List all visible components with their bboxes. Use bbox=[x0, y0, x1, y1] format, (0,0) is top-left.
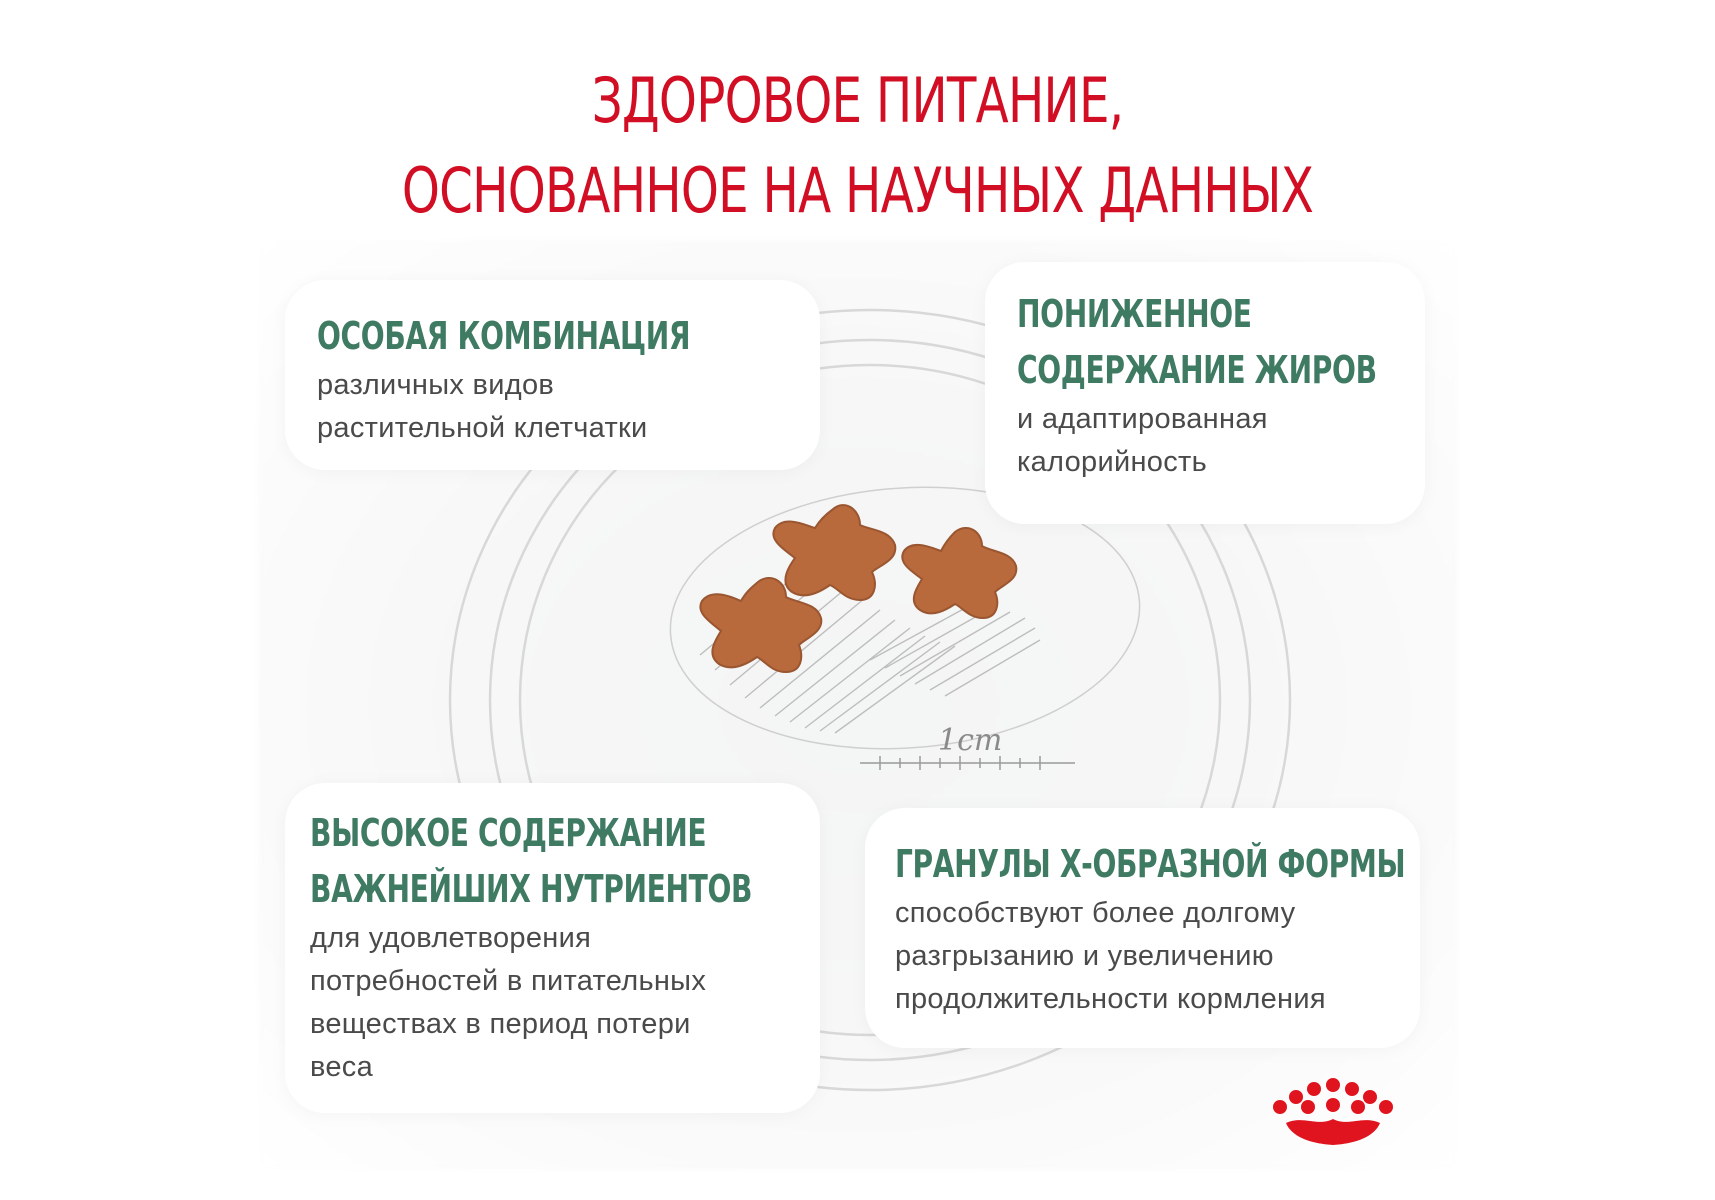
card-text: и адаптированная калорийность bbox=[1017, 403, 1268, 478]
card-title-line2: СОДЕРЖАНИЕ ЖИРОВ bbox=[1017, 348, 1377, 392]
card-title: ОСОБАЯ КОМБИНАЦИЯ bbox=[317, 314, 691, 358]
page-title-line1: ЗДОРОВОЕ ПИТАНИЕ, bbox=[591, 64, 1124, 137]
kibble-2 bbox=[902, 528, 1016, 618]
card-text: различных видов растительной клетчатки bbox=[317, 369, 648, 444]
card-text: для удовлетворения потребностей в питательных веществах в период потери веса bbox=[310, 922, 707, 1083]
kibble-1 bbox=[773, 505, 895, 600]
card-title-line1: ПОНИЖЕННОЕ bbox=[1017, 292, 1252, 336]
feature-card-fiber bbox=[285, 280, 820, 470]
card-title-line1: ВЫСОКОЕ СОДЕРЖАНИЕ bbox=[310, 811, 707, 855]
feature-card-nutrients bbox=[285, 783, 820, 1113]
card-title-line2: ВАЖНЕЙШИХ НУТРИЕНТОВ bbox=[310, 867, 753, 911]
royal-canin-crown-logo-icon bbox=[1268, 1075, 1398, 1150]
feature-card-fat bbox=[985, 262, 1425, 524]
card-text: способствуют более долгому разгрызанию и увеличению продолжительности кормления bbox=[895, 897, 1326, 1015]
page-title-line2: ОСНОВАННОЕ НА НАУЧНЫХ ДАННЫХ bbox=[401, 154, 1314, 227]
card-title: ГРАНУЛЫ Х-ОБРАЗНОЙ ФОРМЫ bbox=[895, 842, 1406, 886]
feature-card-kibble-shape bbox=[865, 808, 1420, 1048]
scale-label: 1cm bbox=[938, 723, 1003, 758]
scale-bar bbox=[860, 756, 1075, 770]
